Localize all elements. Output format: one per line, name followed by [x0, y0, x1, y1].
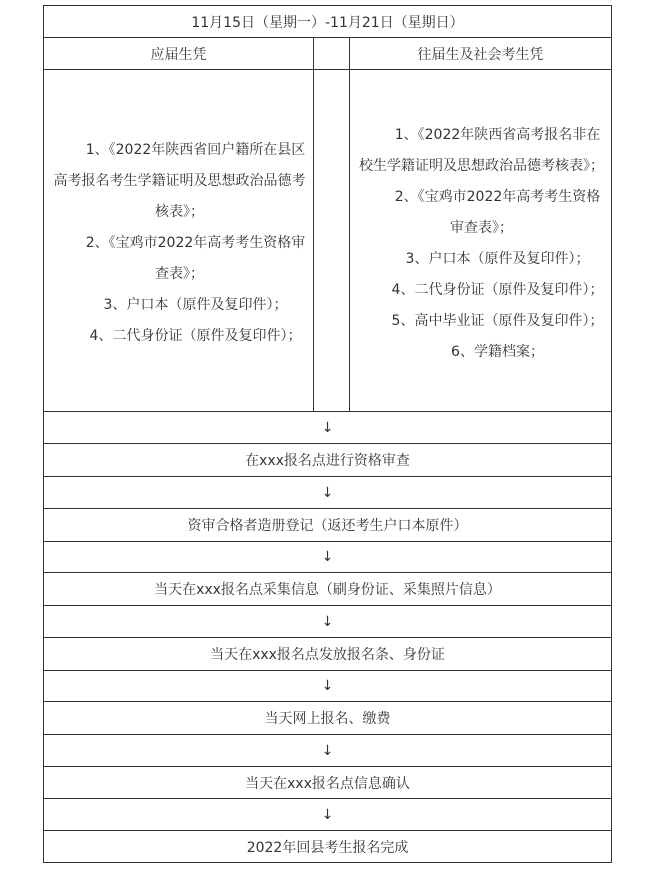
- document-item: 2、《宝鸡市2022年高考考生资格审查表》；: [85, 235, 306, 282]
- step-info-collection: 当天在xxx报名点采集信息（刷身份证、采集照片信息）: [44, 573, 612, 606]
- step-registration-record: 资审合格者造册登记（返还考生户口本原件）: [44, 509, 612, 542]
- document-item: 3、户口本（原件及复印件）；: [405, 250, 590, 267]
- down-arrow-icon: ↓: [44, 542, 612, 573]
- date-range-header: 11月15日（星期一）-11月21日（星期日）: [44, 6, 612, 38]
- column-spacer: [314, 70, 350, 412]
- down-arrow-icon: ↓: [44, 412, 612, 444]
- past-graduates-column-title: 往届生及社会考生凭: [350, 38, 612, 70]
- fresh-graduates-documents: [44, 70, 314, 412]
- step-issue-slip: 当天在xxx报名点发放报名条、身份证: [44, 638, 612, 671]
- down-arrow-icon: ↓: [44, 477, 612, 509]
- down-arrow-icon: ↓: [44, 735, 612, 767]
- document-item: 4、二代身份证（原件及复印件）；: [391, 281, 604, 298]
- document-item: 1、《2022年陕西省高考报名非在校生学籍证明及思想政治品德考核表》；: [359, 126, 605, 174]
- down-arrow-icon: ↓: [44, 606, 612, 638]
- document-item: 6、学籍档案；: [451, 343, 544, 360]
- document-item: 2、《宝鸡市2022年高考考生资格审查表》；: [394, 188, 601, 236]
- registration-flow-table: [43, 5, 612, 863]
- down-arrow-icon: ↓: [44, 671, 612, 702]
- fresh-graduates-column-title: 应届生凭: [44, 38, 314, 70]
- column-spacer: [314, 38, 350, 70]
- step-info-confirmation: 当天在xxx报名点信息确认: [44, 767, 612, 799]
- step-online-registration: 当天网上报名、缴费: [44, 702, 612, 735]
- past-graduates-documents: [350, 70, 612, 412]
- document-item: 4、二代身份证（原件及复印件）；: [89, 328, 302, 344]
- step-registration-complete: 2022年回县考生报名完成: [44, 831, 612, 863]
- document-item: 5、高中毕业证（原件及复印件）；: [391, 312, 604, 329]
- document-item: 3、户口本（原件及复印件）；: [103, 297, 288, 313]
- document-item: 1、《2022年陕西省回户籍所在县区高考报名考生学籍证明及思想政治品德考核表》；: [53, 142, 306, 220]
- down-arrow-icon: ↓: [44, 799, 612, 831]
- step-qualification-review: 在xxx报名点进行资格审查: [44, 444, 612, 477]
